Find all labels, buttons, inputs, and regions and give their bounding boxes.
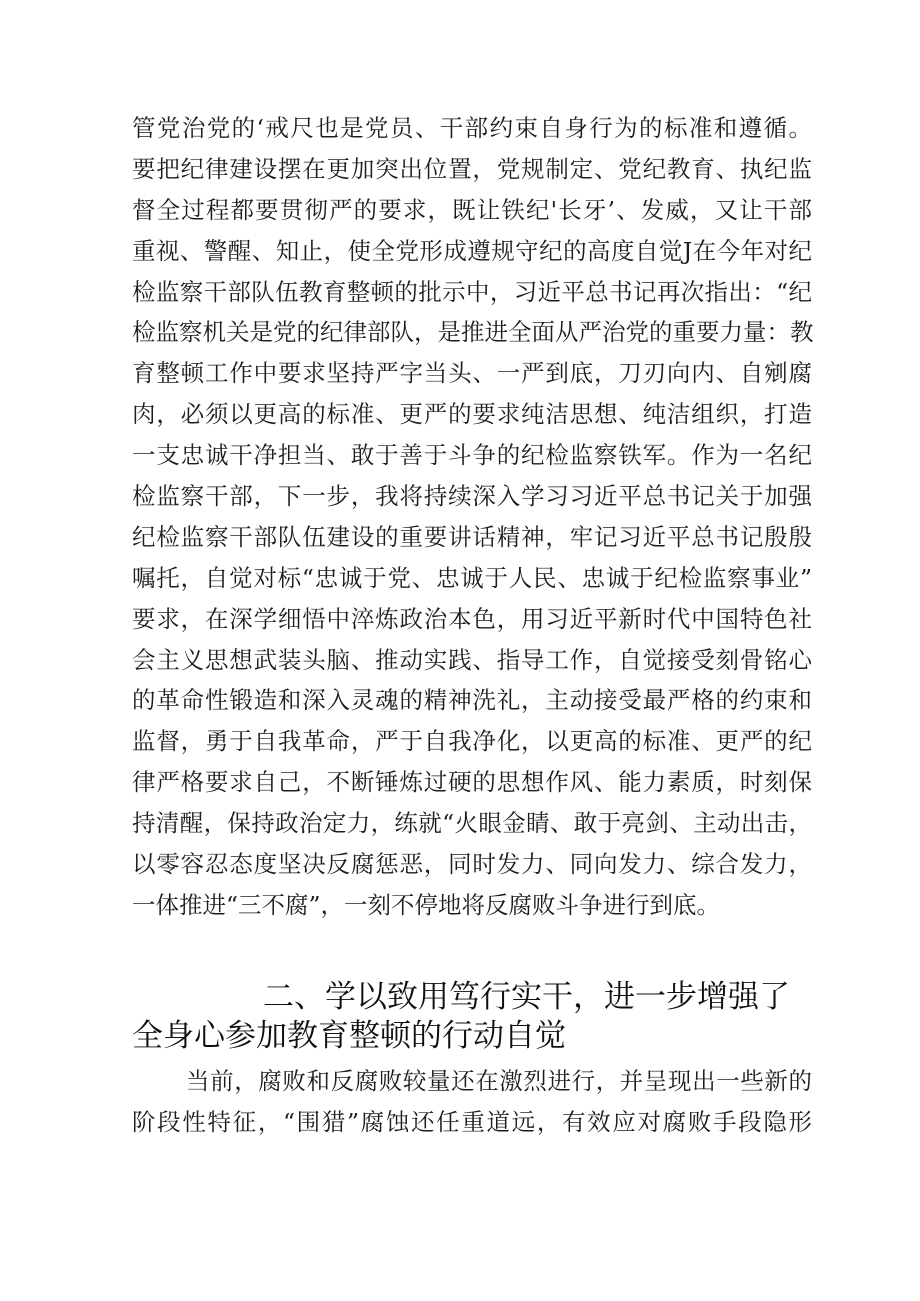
text-line: 检监察机关是党的纪律部队，是推进全面从严治党的重要力量：教 [132, 318, 814, 347]
text-line: 当前，腐败和反腐败较量还在激烈进行，并呈现出一些新的 [186, 1067, 812, 1095]
text-line: 纪检监察干部队伍建设的重要讲话精神，牢记习近平总书记殷殷 [132, 522, 812, 551]
text-line: 重视、警醒、知止，使全党形成遵规守纪的高度自觉J在今年对纪 [132, 236, 812, 265]
text-line: 嘱托，自觉对标“忠诚于党、忠诚于人民、忠诚于纪检监察事业” [132, 563, 812, 592]
text-line: 检监察干部，下一步，我将持续深入学习习近平总书记关于加强 [132, 482, 812, 511]
text-line: 一体推进“三不腐”，一刻不停地将反腐败斗争进行到底。 [132, 890, 721, 919]
text-line: 一支忠诚干净担当、敢于善于斗争的纪检监察铁军。作为一名纪 [132, 441, 812, 470]
text-line: 管党治党的‘戒尺也是党员、干部约束自身行为的标准和遵循。 [132, 114, 812, 142]
heading-line: 二、学以致用笃行实干，进一步增强了 [263, 979, 790, 1015]
paragraph-2 [132, 1061, 812, 1143]
text-line: 律严格要求自己，不断锤炼过硬的思想作风、能力素质，时刻保 [132, 768, 812, 797]
text-line: 监督，勇于自我革命，严于自我净化，以更高的标准、更严的纪 [132, 727, 812, 756]
heading-line: 全身心参加教育整顿的行动自觉 [132, 1018, 566, 1054]
text-line: 阶段性特征，“围猎”腐蚀还任重道远，有效应对腐败手段隐形 [132, 1107, 812, 1136]
text-line: 检监察干部队伍教育整顿的批示中，习近平总书记再次指出：“纪 [132, 277, 812, 306]
paragraph-1 [132, 108, 812, 926]
text-line: 以零容忍态度坚决反腐惩恶，同时发力、同向发力、综合发力， [132, 850, 812, 879]
text-line: 肉，必须以更高的标准、更严的要求纯洁思想、纯洁组织，打造 [132, 400, 812, 429]
text-line: 督全过程都要贯彻严的要求，既让铁纪'长牙’、发威，又让干部 [132, 195, 812, 224]
text-line: 育整顿工作中要求坚持严字当头、一严到底，刀刃向内、自剜腐 [132, 359, 812, 388]
section-heading [132, 978, 812, 1056]
text-line: 要把纪律建设摆在更加突出位置，党规制定、党纪教育、执纪监 [132, 154, 812, 183]
text-line: 会主义思想武装头脑、推动实践、指导工作，自觉接受刻骨铭心 [132, 645, 812, 674]
text-line: 的革命性锻造和深入灵魂的精神洗礼，主动接受最严格的约束和 [132, 686, 812, 715]
text-line: 持清醒，保持政治定力，练就“火眼金睛、敢于亮剑、主动出击， [132, 809, 812, 838]
text-line: 要求，在深学细悟中淬炼政治本色，用习近平新时代中国特色社 [132, 604, 812, 633]
